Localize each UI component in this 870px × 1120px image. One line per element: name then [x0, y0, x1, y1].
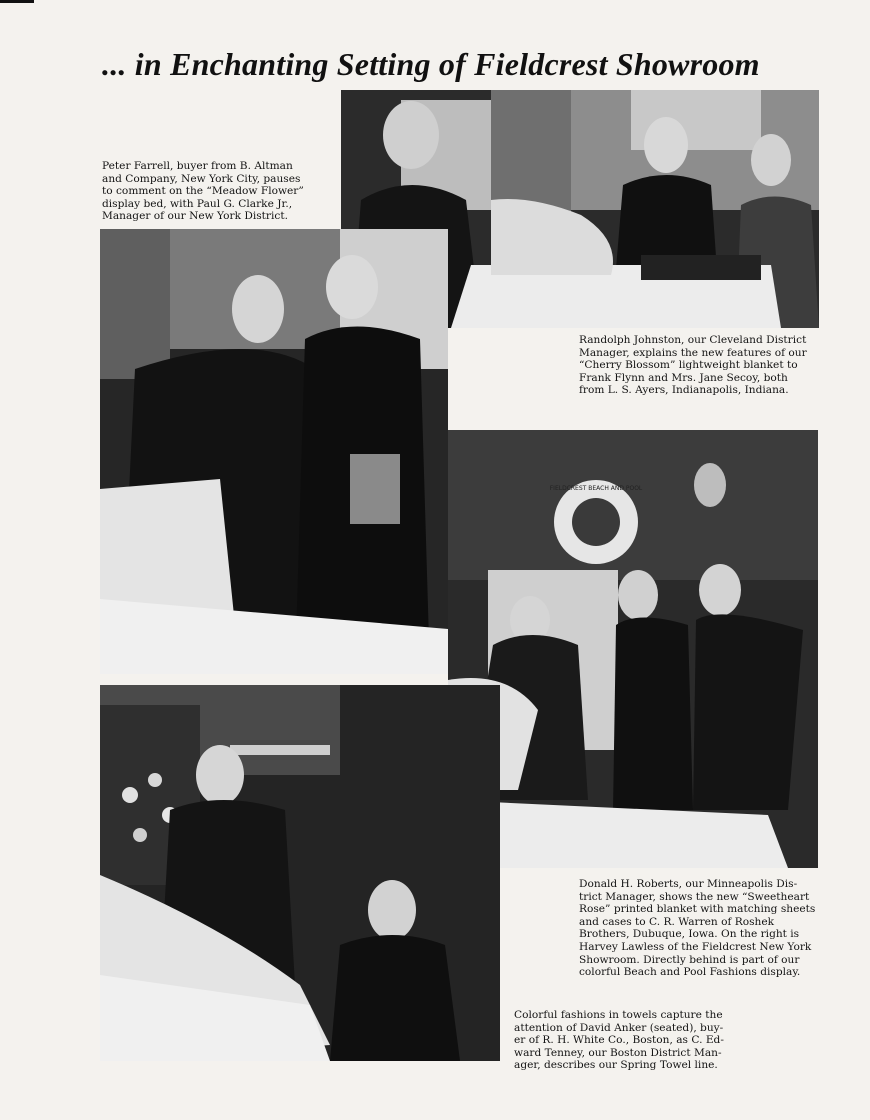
photo-roberts-warren-lawless: [448, 430, 818, 868]
caption-line: from L. S. Ayers, Indianapolis, Indiana.: [579, 384, 789, 397]
caption-line: Showroom. Directly behind is part of our: [579, 953, 800, 966]
caption-line: Frank Flynn and Mrs. Jane Secoy, both: [579, 371, 788, 384]
caption-farrell: [102, 160, 310, 223]
caption-line: display bed, with Paul G. Clarke Jr.,: [102, 197, 293, 210]
caption-line: ward Tenney, our Boston District Man-: [514, 1046, 722, 1059]
caption-line: and Company, New York City, pauses: [102, 172, 301, 185]
caption-line: Rose” printed blanket with matching sheets: [579, 903, 816, 916]
caption-anker: [514, 1009, 738, 1072]
photo-anker-tenney: [100, 685, 500, 1061]
photo-farrell-clarke: [100, 229, 448, 674]
caption-roberts: [579, 878, 819, 979]
caption-line: er of R. H. White Co., Boston, as C. Ed-: [514, 1034, 724, 1047]
caption-line: Donald H. Roberts, our Minneapolis Dis-: [579, 878, 798, 890]
life-ring-text: FIELDCREST BEACH AND POOL: [549, 485, 643, 492]
caption-line: Randolph Johnston, our Cleveland District: [579, 334, 807, 346]
caption-line: ager, describes our Spring Towel line.: [514, 1059, 718, 1072]
caption-line: to comment on the “Meadow Flower”: [102, 185, 304, 198]
caption-line: Colorful fashions in towels capture the: [514, 1009, 723, 1021]
caption-line: Manager, explains the new features of our: [579, 346, 807, 359]
page-corner-rule: [0, 0, 34, 3]
caption-line: and cases to C. R. Warren of Roshek: [579, 915, 775, 928]
page-title: ... in Enchanting Setting of Fieldcrest Showroom: [102, 46, 760, 82]
caption-line: trict Manager, shows the new “Sweetheart: [579, 890, 810, 903]
caption-line: Harvey Lawless of the Fieldcrest New York: [579, 940, 812, 953]
caption-line: colorful Beach and Pool Fashions display.: [579, 966, 801, 979]
caption-line: Brothers, Dubuque, Iowa. On the right is: [579, 928, 800, 941]
caption-line: “Cherry Blossom” lightweight blanket to: [579, 359, 798, 372]
caption-line: Manager of our New York District.: [102, 210, 288, 223]
caption-johnston: [579, 334, 819, 397]
caption-line: Peter Farrell, buyer from B. Altman: [102, 160, 293, 172]
caption-line: attention of David Anker (seated), buy-: [514, 1021, 724, 1034]
